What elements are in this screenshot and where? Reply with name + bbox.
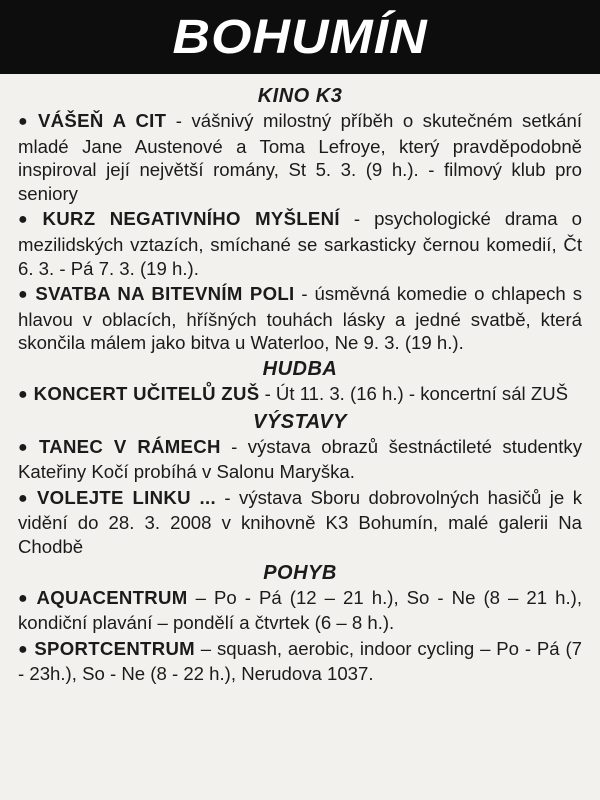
item-text: - vášnivý milostný příběh o skutečném setkání mladé Jane Austenové a Toma Lefroye, který pravděpodobně inspiroval její největší romány, St 5. 3. (9 h.). - filmový klub pro seniory — [18, 110, 582, 204]
section-title-pohyb: POHYB — [263, 561, 337, 584]
header-bar — [0, 0, 600, 74]
item-title: SVATBA NA BITEVNÍM POLI — [35, 283, 295, 305]
item-title: TANEC V RÁMECH — [38, 435, 221, 457]
section-title-kino: KINO K3 — [257, 85, 343, 107]
item-title: VÁŠEŇ A CIT — [37, 110, 167, 131]
list-item — [18, 637, 582, 686]
bullet-icon: ● — [18, 640, 29, 658]
item-text: - psychologické drama o mezilidských vztazích, smíchané se sarkasticky černou komedií, Čt 6. 3. - Pá 7. 3. (19 h.). — [18, 208, 582, 279]
item-text: – Po - Pá (12 – 21 h.), So - Ne (8 – 21 h.), kondiční plavání – pondělí a čtvrtek (6 – 8 h.). — [18, 586, 582, 634]
section-title-hudba: HUDBA — [262, 357, 338, 380]
item-title: KONCERT UČITELŮ ZUŠ — [33, 382, 260, 404]
list-item — [18, 586, 582, 635]
list-item — [18, 435, 582, 484]
item-title: KURZ NEGATIVNÍHO MYŠLENÍ — [42, 208, 340, 230]
item-text: - Út 11. 3. (16 h.) - koncertní sál ZUŠ — [259, 382, 569, 404]
item-title: AQUACENTRUM — [36, 586, 188, 608]
bullet-icon: ● — [18, 489, 31, 507]
bullet-icon: ● — [18, 438, 33, 456]
listing-content — [0, 74, 600, 686]
bullet-icon: ● — [18, 113, 32, 130]
bullet-icon: ● — [18, 211, 37, 229]
item-text: - úsměvná komedie o chlapech s hlavou v oblacích, hříšných touhách lásky a jedné svatbě, která skončila málem jako bitva u Waterloo, Ne 9. 3. (19 h.). — [18, 283, 582, 354]
item-text: – squash, aerobic, indoor cycling – Po - Pá (7 - 23h.), So - Ne (8 - 22 h.), Nerudova 1037. — [18, 637, 582, 685]
item-text: - výstava Sboru dobrovolných hasičů je k vidění do 28. 3. 2008 v knihovně K3 Bohumín, malé galerii Na Chodbě — [18, 486, 582, 557]
bullet-icon: ● — [18, 286, 30, 304]
section-title-vystavy: VÝSTAVY — [253, 410, 347, 433]
bullet-icon: ● — [18, 589, 31, 607]
item-text: - výstava obrazů šestnáctileté studentky Kateřiny Kočí probíhá v Salonu Maryška. — [18, 435, 582, 483]
page-title: BOHUMÍN — [172, 10, 428, 64]
bullet-icon: ● — [18, 385, 28, 403]
list-item — [18, 207, 582, 280]
list-item — [18, 382, 582, 408]
item-title: SPORTCENTRUM — [34, 637, 195, 659]
list-item — [18, 486, 582, 559]
list-item — [18, 109, 582, 205]
list-item — [18, 282, 582, 355]
item-title: VOLEJTE LINKU ... — [36, 486, 216, 508]
